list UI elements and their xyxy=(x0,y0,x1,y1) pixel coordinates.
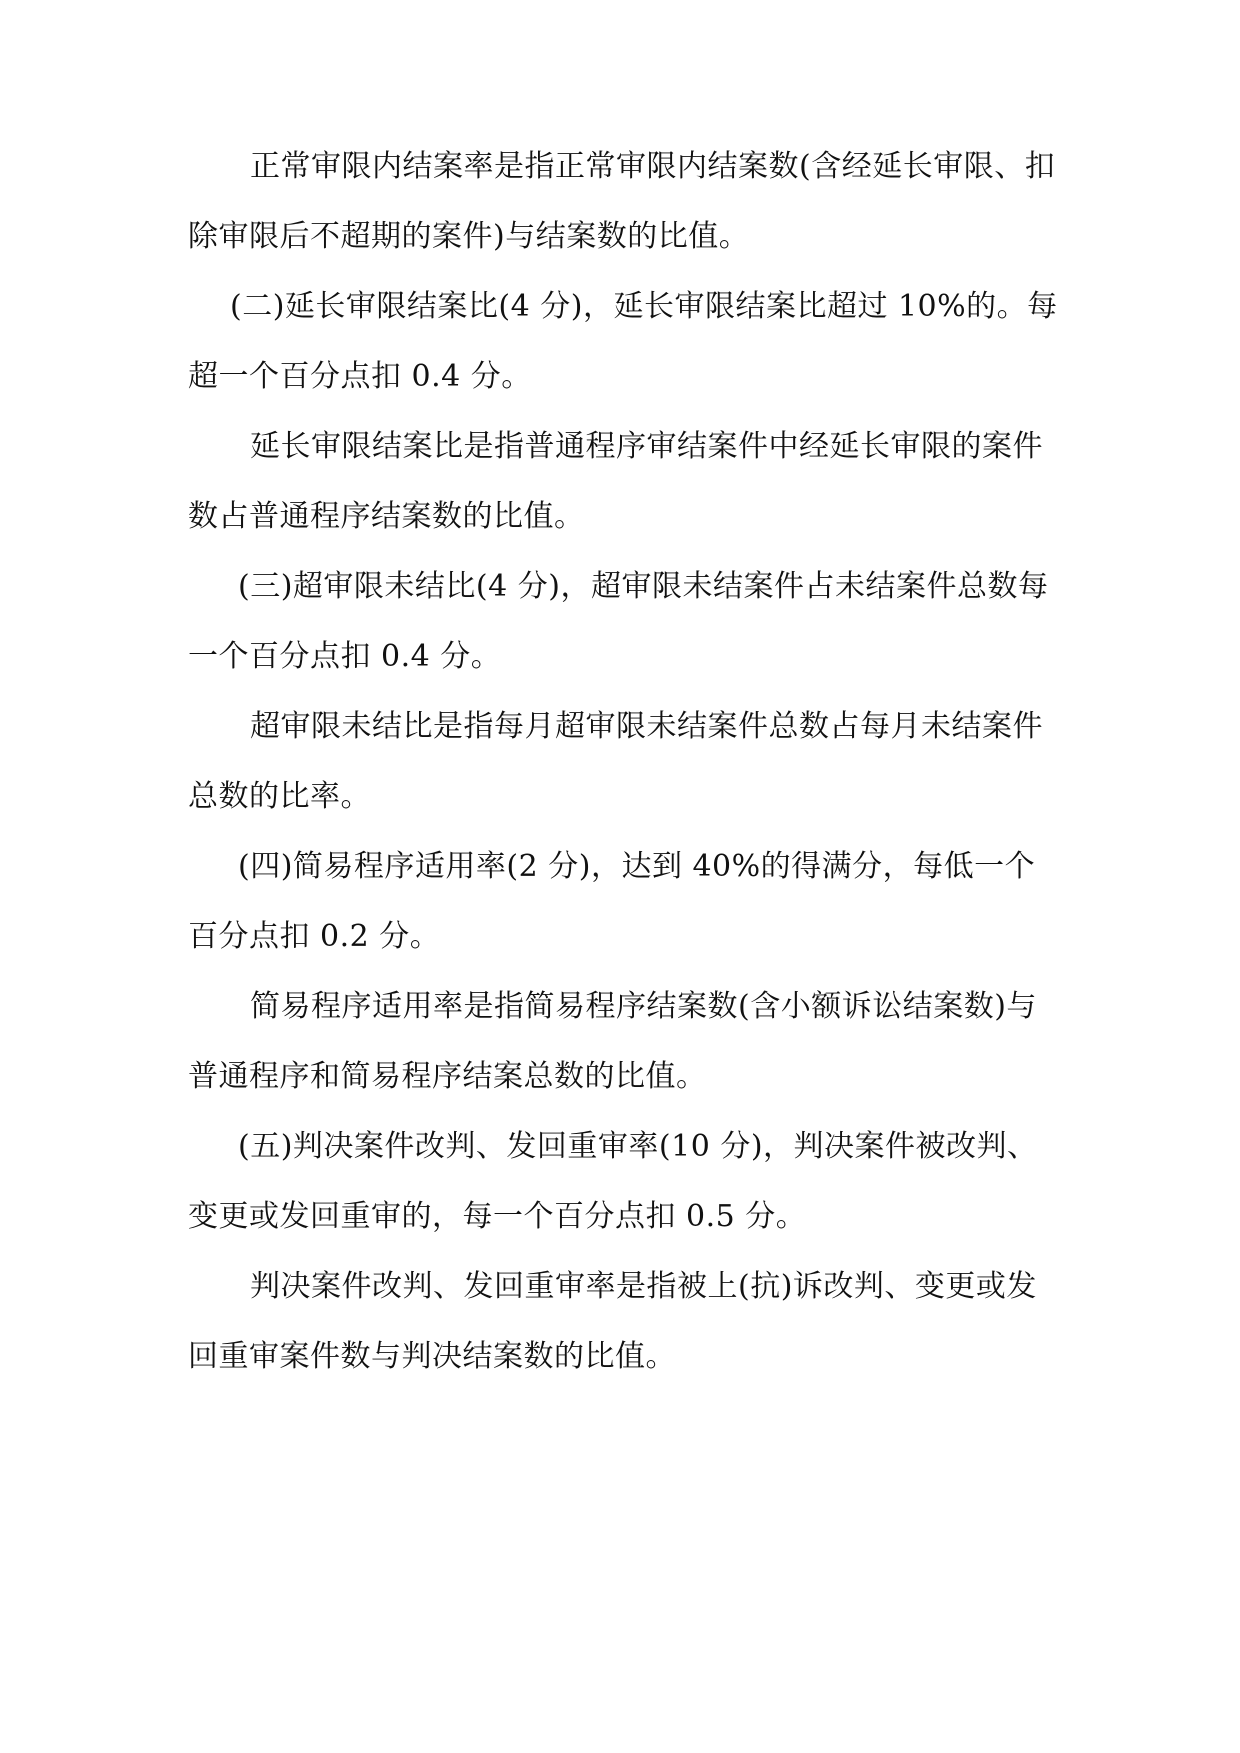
paragraph-reversal-remand-rate-definition: 判决案件改判、发回重审率是指被上(抗)诉改判、变更或发回重审案件数与判决结案数的比值。 xyxy=(188,1269,1037,1374)
paragraph-normal-term-rate-definition: 正常审限内结案率是指正常审限内结案数(含经延长审限、扣除审限后不超期的案件)与结案数的比值。 xyxy=(188,149,1056,254)
paragraph-item-4-summary-procedure-rate: (四)简易程序适用率(2 分)，达到 40%的得满分，每低一个百分点扣 0.2 分。 xyxy=(188,849,1036,954)
paragraph-item-5-reversal-remand-rate: (五)判决案件改判、发回重审率(10 分)，判决案件被改判、变更或发回重审的，每一个百分点扣 0.5 分。 xyxy=(188,1129,1038,1234)
paragraph-overdue-pending-ratio-definition: 超审限未结比是指每月超审限未结案件总数占每月未结案件总数的比率。 xyxy=(188,709,1043,814)
paragraph-extended-term-ratio-definition: 延长审限结案比是指普通程序审结案件中经延长审限的案件数占普通程序结案数的比值。 xyxy=(188,429,1043,534)
paragraph-item-3-overdue-pending-ratio: (三)超审限未结比(4 分)，超审限未结案件占未结案件总数每一个百分点扣 0.4 分。 xyxy=(188,569,1049,674)
paragraph-item-2-extended-term-ratio: (二)延长审限结案比(4 分)，延长审限结案比超过 10%的。每超一个百分点扣 0.4 分。 xyxy=(188,289,1058,394)
paragraph-summary-procedure-rate-definition: 简易程序适用率是指简易程序结案数(含小额诉讼结案数)与普通程序和简易程序结案总数的比值。 xyxy=(188,989,1037,1094)
